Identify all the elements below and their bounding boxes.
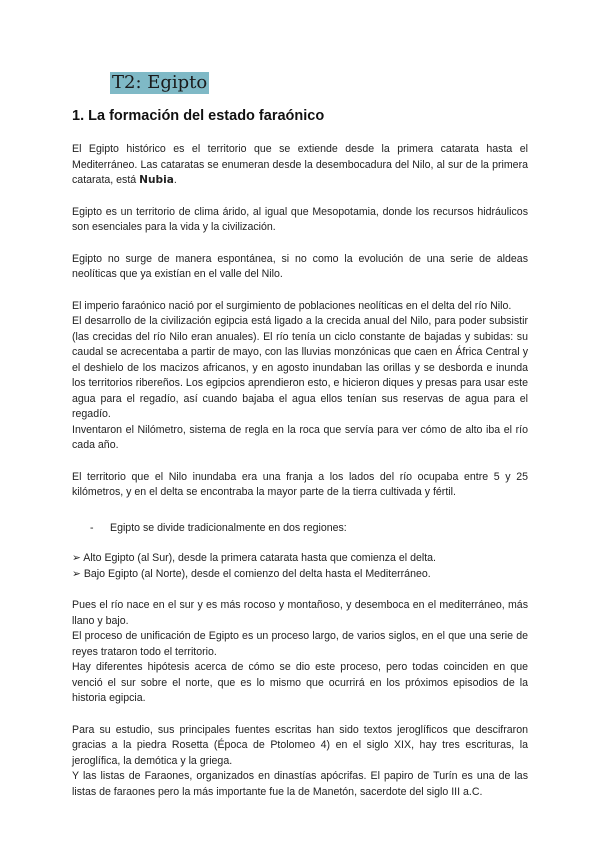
paragraph-5: El desarrollo de la civilización egipcia está ligado a la crecida anual del Nilo, para poder subsistir (las crecidas del río Nilo eran anuales). El río tenía un ciclo constante de bajadas y subidas: su caudal se acrecentaba a partir de mayo, con las lluvias monzónicas que caen en África Central y el deshielo de los macizos africanos, y en agosto inundaban las orillas y se desborda e inunda los territorios ribereños. Los egipcios aprendieron esto, e hicieron diques y presas para usar este agua para el regadío, así cuando bajaba el agua ellos tenían sus reservas de agua para el regadío. — [72, 315, 528, 420]
paragraph-1: El Egipto histórico es el territorio que se extiende desde la primera catarata hasta el Mediterráneo. Las cataratas se enumeran desde la desembocadura del Nilo, al sur de la primera catarata, está Nubia. — [72, 143, 528, 186]
paragraph-11: Para su estudio, sus principales fuentes escritas han sido textos jeroglíficos que descifraron gracias a la piedra Rosetta (Época de Ptolomeo 4) en el siglo XIX, hay tres escrituras, la jeroglífica, la demótica y la griega. — [72, 723, 528, 767]
paragraph-12: Y las listas de Faraones, organizados en dinastías apócrifas. El papiro de Turín es una de las listas de faraones pero la más importante fue la de Manetón, sacerdote del siglo III a.C. — [72, 770, 528, 798]
paragraph-10: Hay diferentes hipótesis acerca de cómo se dio este proceso, pero todas coinciden en que venció el sur sobre el norte, que es lo mismo que ocurrirá en los próximos episodios de la historia egipcia. — [72, 661, 528, 704]
bullet-dash: - — [90, 521, 94, 534]
paragraph-6: Inventaron el Nilómetro, sistema de regla en la roca que servía para ver cómo de alto iba el río cada año. — [72, 423, 528, 451]
paragraph-7: El territorio que el Nilo inundaba era una franja a los lados del río ocupaba entre 5 y 25 kilómetros, y en el delta se encontraba la mayor parte de la tierra cultivada y fértil. — [72, 470, 528, 498]
arrow-item-1: ➢ Alto Egipto (al Sur), desde la primera catarata hasta que comienza el delta. — [72, 552, 436, 564]
arrow-item-2: ➢ Bajo Egipto (al Norte), desde el comienzo del delta hasta el Mediterráneo. — [72, 567, 431, 580]
doc-title: T2: Egipto — [112, 72, 208, 93]
bold-nubia: Nubia — [139, 174, 174, 186]
bullet-text: Egipto se divide tradicionalmente en dos regiones: — [110, 521, 347, 534]
arrow-bullet-icon: ➢ — [72, 567, 81, 580]
section-title: 1. La formación del estado faraónico — [72, 108, 325, 124]
bullet-item — [72, 521, 528, 537]
document-page — [72, 72, 528, 800]
paragraph-2: Egipto es un territorio de clima árido, al igual que Mesopotamia, donde los recursos hidráulicos son esenciales para la vida y la civilización. — [72, 205, 528, 233]
paragraph-8: Pues el río nace en el sur y es más rocoso y montañoso, y desemboca en el mediterráneo, más llano y bajo. — [72, 599, 528, 627]
paragraph-9: El proceso de unificación de Egipto es un proceso largo, de varios siglos, en el que una serie de reyes trataron todo el territorio. — [72, 630, 528, 658]
paragraph-3: Egipto no surge de manera espontánea, si no como la evolución de una serie de aldeas neolíticas que ya existían en el valle del Nilo. — [72, 252, 528, 280]
paragraph-4: El imperio faraónico nació por el surgimiento de poblaciones neolíticas en el delta del río Nilo. — [72, 299, 512, 312]
arrow-bullet-icon: ➢ — [72, 552, 81, 564]
